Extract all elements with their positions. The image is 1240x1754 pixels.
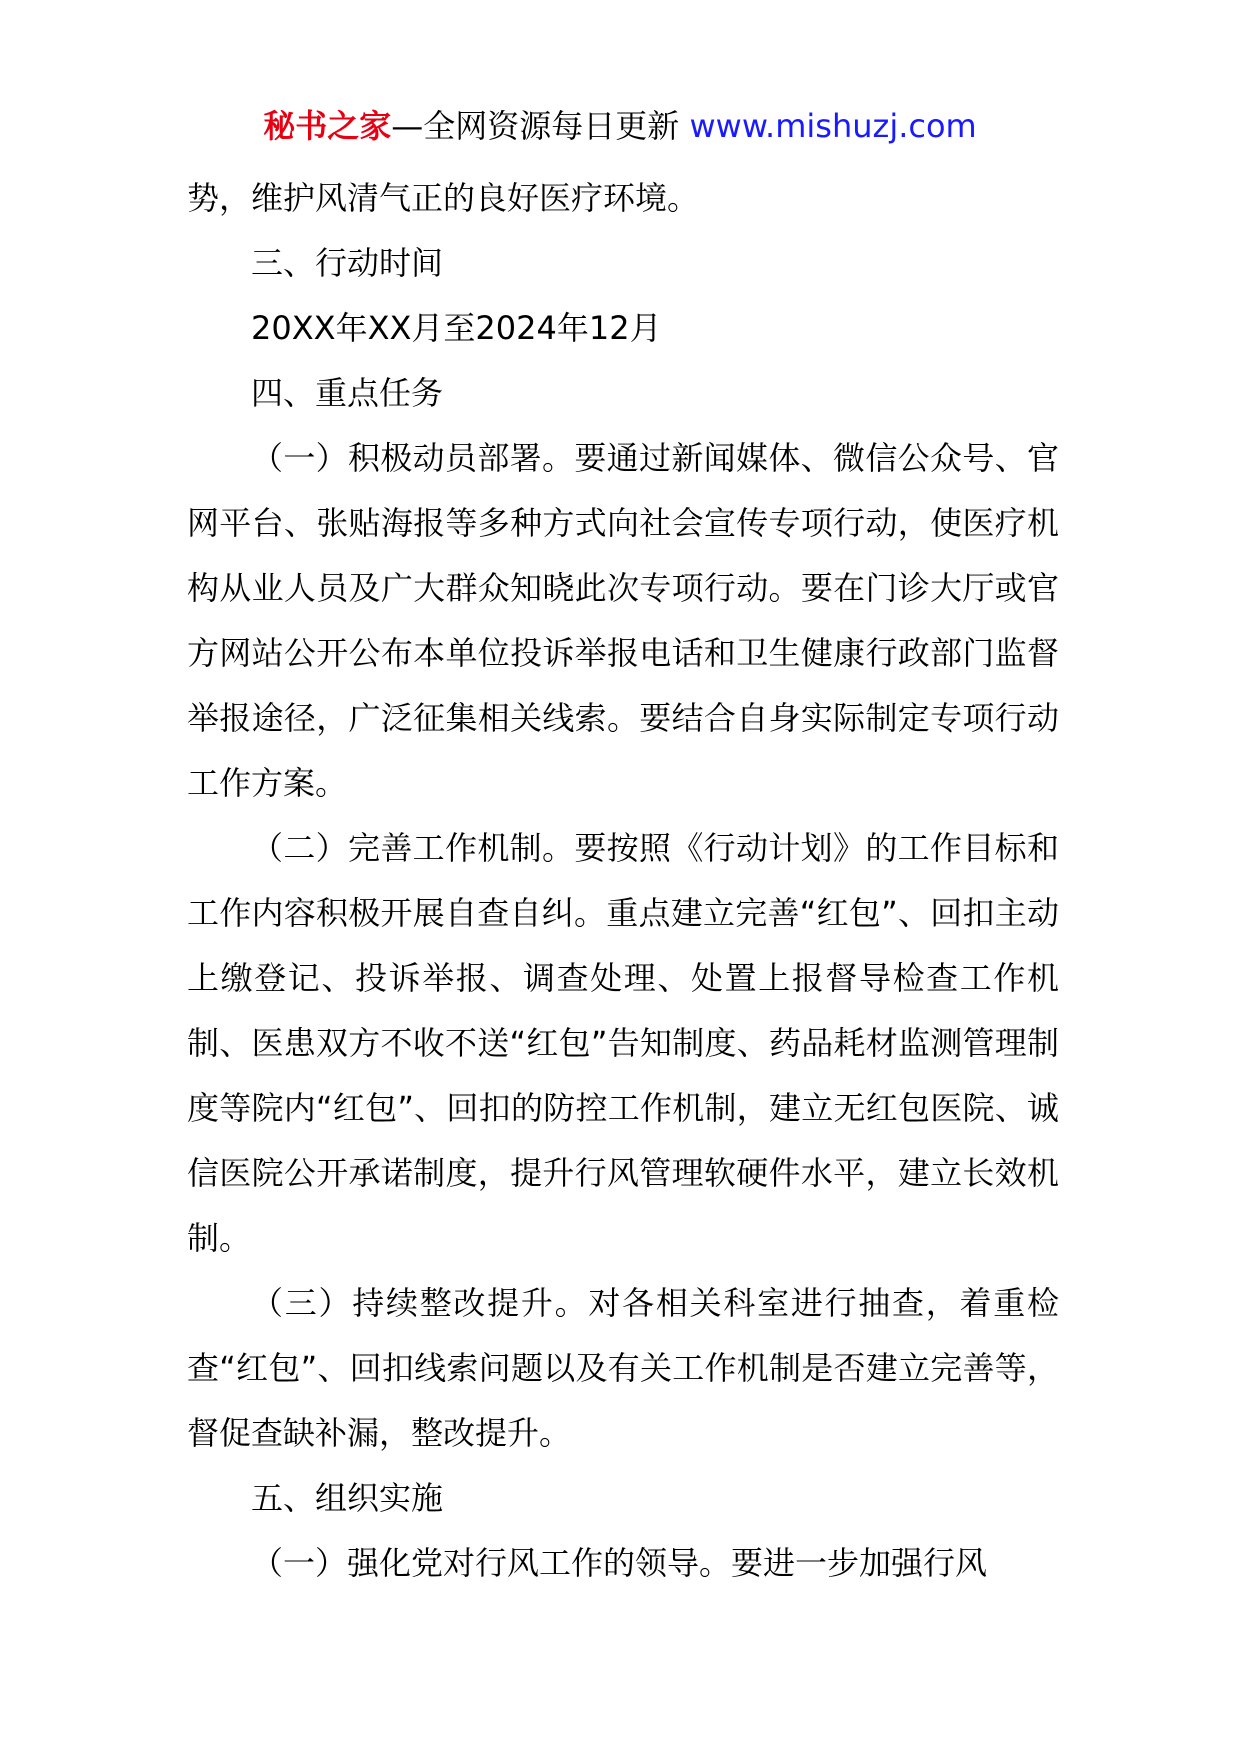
paragraph: （二）完善工作机制。要按照《行动计划》的工作目标和工作内容积极开展自查自纠。重点建立完善“红包”、回扣主动上缴登记、投诉举报、调查处理、处置上报督导检查工作机制、医患双方不收不送“红包”告知制度、药品耗材监测管理制度等院内“红包”、回扣的防控工作机制，建立无红包医院、诚信医院公开承诺制度，提升行风管理软硬件水平，建立长效机制。 <box>187 829 1059 1257</box>
section-heading-organization: 五、组织实施 <box>251 1479 444 1517</box>
paragraph: （三）持续整改提升。对各相关科室进行抽查，着重检查“红包”、回扣线索问题以及有关工作机制是否建立完善等，督促查缺补漏，整改提升。 <box>187 1284 1059 1452</box>
paragraph: （一）积极动员部署。要通过新闻媒体、微信公众号、官网平台、张贴海报等多种方式向社会宣传专项行动，使医疗机构从业人员及广大群众知晓此次专项行动。要在门诊大厅或官方网站公开公布本单位投诉举报电话和卫生健康行政部门监督举报途径，广泛征集相关线索。要结合自身实际制定专项行动工作方案。 <box>187 439 1059 802</box>
brand-name: 秘书之家 <box>263 107 392 145</box>
header-tagline: —全网资源每日更新 <box>391 107 680 145</box>
paragraph: 势，维护风清气正的良好医疗环境。 <box>187 179 700 217</box>
site-header <box>0 104 1240 148</box>
paragraph: （一）强化党对行风工作的领导。要进一步加强行风 <box>251 1544 988 1582</box>
action-time-range: 20XX年XX月至2024年12月 <box>251 309 662 347</box>
document-body <box>187 166 1059 1596</box>
section-heading-key-tasks: 四、重点任务 <box>251 374 444 412</box>
site-url-link[interactable]: www.mishuzj.com <box>689 107 977 145</box>
section-heading-action-time: 三、行动时间 <box>251 244 444 282</box>
